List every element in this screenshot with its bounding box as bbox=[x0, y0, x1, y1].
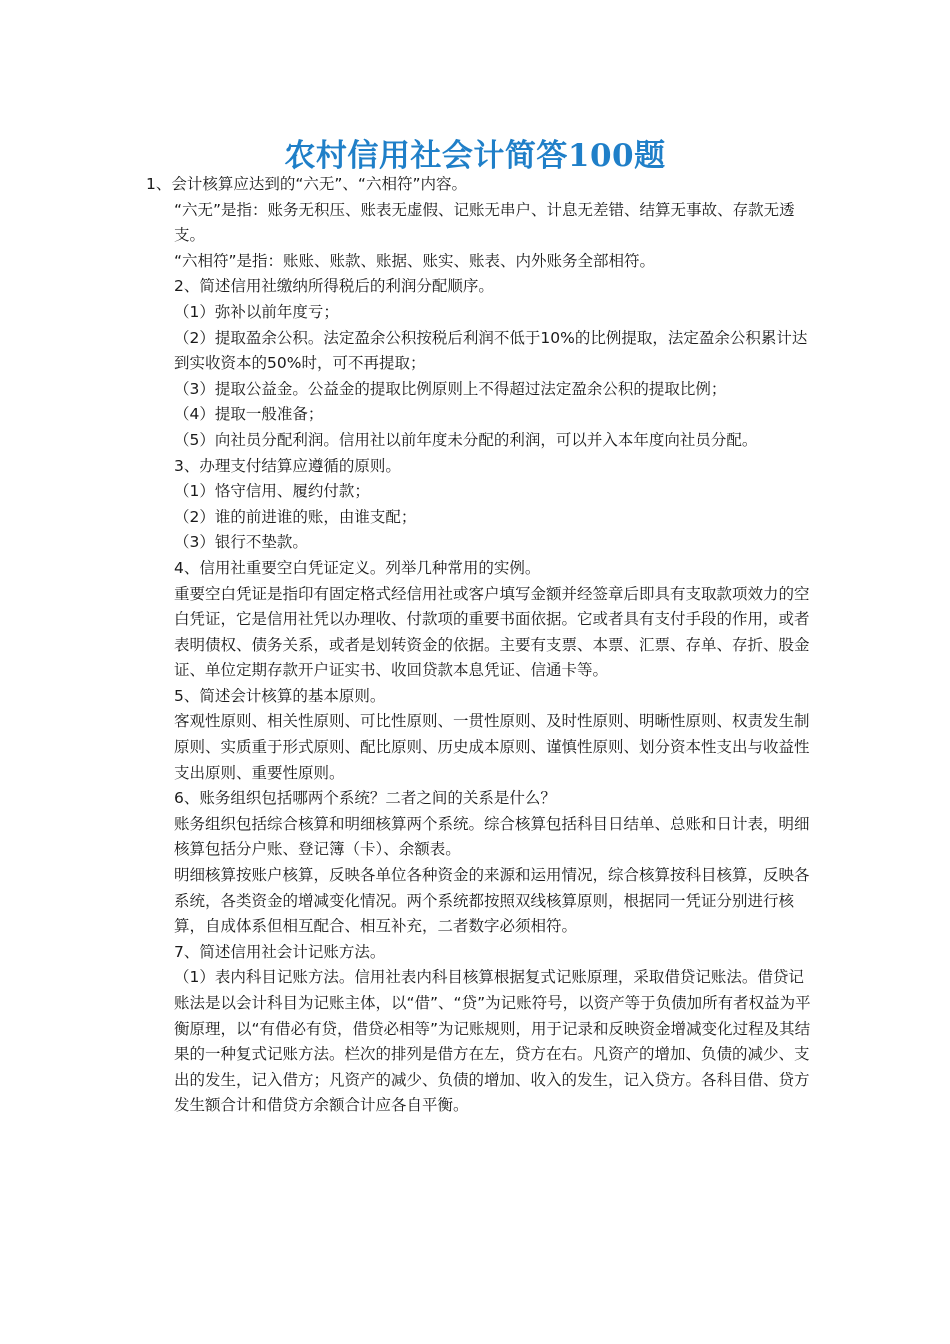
question-heading: 5、简述会计核算的基本原则。 bbox=[174, 686, 386, 705]
question-heading: 6、账务组织包括哪两个系统？二者之间的关系是什么？ bbox=[174, 789, 556, 808]
answer-paragraph: （3）提取公益金。公益金的提取比例原则上不得超过法定盈余公积的提取比例； bbox=[174, 379, 727, 398]
answer-paragraph: （5）向社员分配利润。信用社以前年度未分配的利润，可以并入本年度向社员分配。 bbox=[174, 430, 758, 449]
question-heading: 2、简述信用社缴纳所得税后的利润分配顺序。 bbox=[174, 277, 494, 296]
document-title: 农村信用社会计简答100题 bbox=[284, 138, 666, 174]
answer-paragraph: （2）谁的前进谁的账，由谁支配； bbox=[174, 507, 417, 526]
answer-paragraph: （1）恪守信用、履约付款； bbox=[174, 482, 370, 501]
question-heading: 4、信用社重要空白凭证定义。列举几种常用的实例。 bbox=[174, 558, 541, 577]
question-heading: 7、简述信用社会计记账方法。 bbox=[174, 942, 386, 961]
answer-paragraph: （3）银行不垫款。 bbox=[174, 533, 308, 552]
document-body bbox=[146, 172, 814, 1119]
answer-paragraph: 账务组织包括综合核算和明细核算两个系统。综合核算包括科目日结单、总账和日计表，明细核算包括分户账、登记簿（卡）、余额表。 bbox=[174, 814, 810, 859]
question-heading: 3、办理支付结算应遵循的原则。 bbox=[174, 456, 401, 475]
answer-paragraph: （1）弥补以前年度亏； bbox=[174, 302, 339, 321]
answer-paragraph: 客观性原则、相关性原则、可比性原则、一贯性原则、及时性原则、明晰性原则、权责发生制原则、实质重于形式原则、配比原则、历史成本原则、谨慎性原则、划分资本性支出与收益性支出原则、重要性原则。 bbox=[174, 712, 810, 782]
answer-paragraph: （1）表内科目记账方法。信用社表内科目核算根据复式记账原理，采取借贷记账法。借贷记账法是以会计科目为记账主体，以“借”、“贷”为记账符号，以资产等于负债加所有者权益为平衡原理，以“有借必有贷，借贷必相等”为记账规则，用于记录和反映资金增减变化过程及其结果的一种复式记账方法。栏次的排列是借方在左，贷方在右。凡资产的增加、负债的减少、支出的发生，记入借方；凡资产的减少、负债的增加、收入的发生，记入贷方。各科目借、贷方发生额合计和借贷方余额合计应各自平衡。 bbox=[174, 968, 811, 1115]
answer-paragraph: （2）提取盈余公积。法定盈余公积按税后利润不低于10%的比例提取，法定盈余公积累计达到实收资本的50%时，可不再提取； bbox=[174, 328, 808, 373]
question-heading: 1、会计核算应达到的“六无”、“六相符”内容。 bbox=[146, 175, 467, 193]
answer-paragraph: （4）提取一般准备； bbox=[174, 405, 324, 424]
answer-paragraph: 明细核算按账户核算，反映各单位各种资金的来源和运用情况，综合核算按科目核算，反映各系统，各类资金的增减变化情况。两个系统都按照双线核算原则，根据同一凭证分别进行核算，自成体系但相互配合、相互补充，二者数字必须相符。 bbox=[174, 866, 810, 936]
answer-paragraph: “六无”是指：账务无积压、账表无虚假、记账无串户、计息无差错、结算无事故、存款无透支。 bbox=[174, 200, 795, 245]
answer-paragraph: 重要空白凭证是指印有固定格式经信用社或客户填写金额并经签章后即具有支取款项效力的空白凭证，它是信用社凭以办理收、付款项的重要书面依据。它或者具有支付手段的作用，或者表明债权、债务关系，或者是划转资金的依据。主要有支票、本票、汇票、存单、存折、股金证、单位定期存款开户证实书、收回贷款本息凭证、信通卡等。 bbox=[174, 584, 810, 680]
answer-paragraph: “六相符”是指：账账、账款、账据、账实、账表、内外账务全部相符。 bbox=[174, 251, 656, 270]
